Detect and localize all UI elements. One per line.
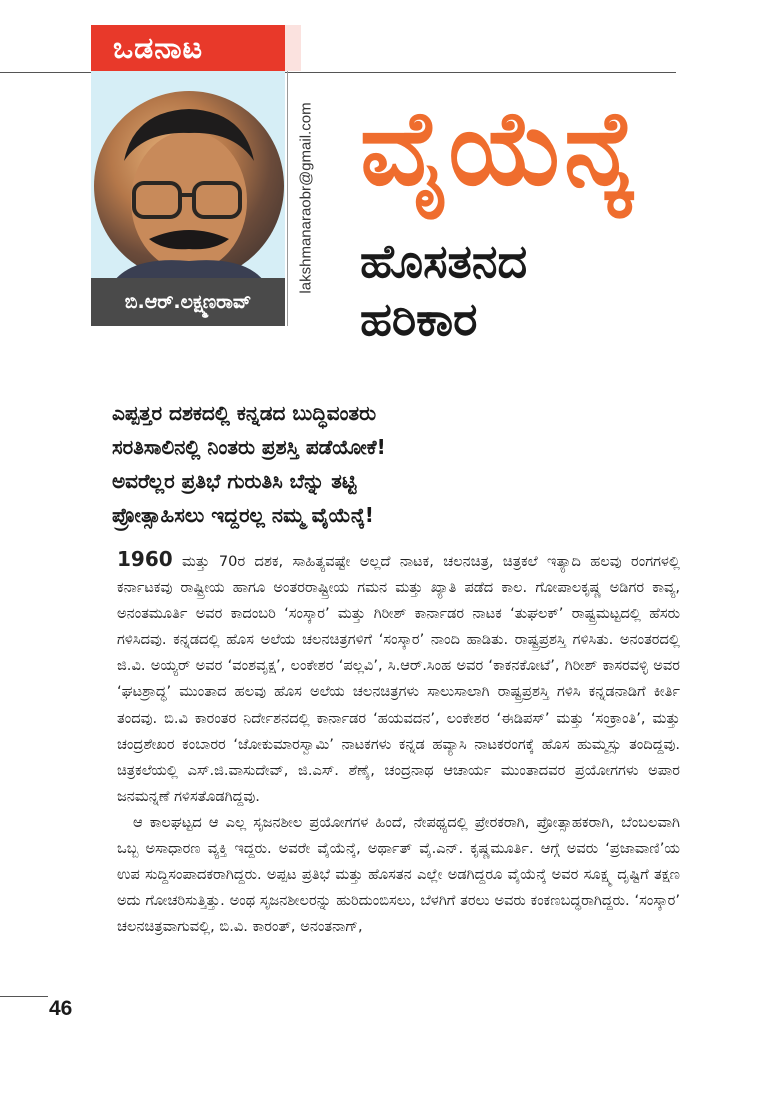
paragraph-1-text: ಮತ್ತು 70ರ ದಶಕ, ಸಾಹಿತ್ಯವಷ್ಟೇ ಅಲ್ಲದೆ ನಾಟಕ, ಚಲನಚಿತ್ರ, ಚಿತ್ರಕಲೆ ಇತ್ಯಾದಿ ಹಲವು ರಂಗಗಳಲ್ಲಿ ಕರ್ನಾಟಕವು ರಾಷ್ಟ್ರೀಯ ಹಾಗೂ ಅಂತರರಾಷ್ಟ್ರೀಯ ಗಮನ ಮತ್ತು ಖ್ಯಾತಿ ಪಡೆದ ಕಾಲ. ಗೋಪಾಲಕೃಷ್ಣ ಅಡಿಗರ ಕಾವ್ಯ, ಅನಂತಮೂರ್ತಿ ಅವರ ಕಾದಂಬರಿ ‘ಸಂಸ್ಕಾರ’ ಮತ್ತು ಗಿರೀಶ್ ಕಾರ್ನಾಡರ ನಾಟಕ ‘ತುಘಲಕ್’ ರಾಷ್ಟ್ರಮಟ್ಟದಲ್ಲಿ ಹೆಸರು ಗಳಿಸಿದವು. ಕನ್ನಡದಲ್ಲಿ ಹೊಸ ಅಲೆಯ ಚಲನಚಿತ್ರಗಳಿಗೆ ‘ಸಂಸ್ಕಾರ’ ನಾಂದಿ ಹಾಡಿತು. ರಾಷ್ಟ್ರಪ್ರಶಸ್ತಿ ಗಳಿಸಿತು. ಅನಂತರದಲ್ಲಿ ಜಿ.ವಿ. ಅಯ್ಯರ್ ಅವರ ‘ವಂಶವೃಕ್ಷ’, ಲಂಕೇಶರ ‘ಪಲ್ಲವಿ’, ಸಿ.ಆರ್.ಸಿಂಹ ಅವರ ‘ಕಾಕನಕೋಟೆ’, ಗಿರೀಶ್ ಕಾಸರವಳ್ಳಿ ಅವರ ‘ಘಟಶ್ರಾದ್ಧ’ ಮುಂತಾದ ಹಲವು ಹೊಸ ಅಲೆಯ ಚಲನಚಿತ್ರಗಳು ಸಾಲುಸಾಲಾಗಿ ರಾಷ್ಟ್ರಪ್ರಶಸ್ತಿ ಗಳಿಸಿ ಕನ್ನಡನಾಡಿಗೆ ಕೀರ್ತಿ ತಂದವು. ಬಿ.ವಿ ಕಾರಂತರ ನಿರ್ದೇಶನದಲ್ಲಿ ಕಾರ್ನಾಡರ ‘ಹಯವದನ’, ಲಂಕೇಶರ ‘ಈಡಿಪಸ್’ ಮತ್ತು ‘ಸಂಕ್ರಾಂತಿ’, ಮತ್ತು ಚಂದ್ರಶೇಖರ ಕಂಬಾರರ ‘ಜೋಕುಮಾರಸ್ವಾಮಿ’ ನಾಟಕಗಳು ಕನ್ನಡ ಹವ್ಯಾಸಿ ನಾಟಕರಂಗಕ್ಕೆ ಹೊಸ ಹುಮ್ಮಸ್ಸು ತಂದಿದ್ದವು. ಚಿತ್ರಕಲೆಯಲ್ಲಿ ಎಸ್.ಜಿ.ವಾಸುದೇವ್, ಜಿ.ಎಸ್. ಶೆಣೈ, ಚಂದ್ರನಾಥ ಆಚಾರ್ಯ ಮುಂತಾದವರ ಪ್ರಯೋಗಗಳು ಅಪಾರ ಜನಮನ್ನಣೆ ಗಳಿಸತೊಡಗಿದ್ದವು. [117,553,680,805]
poem-line: ಸರತಿಸಾಲಿನಲ್ಲಿ ನಿಂತರು ಪ್ರಶಸ್ತಿ ಪಡೆಯೋಕೆ! [112,435,386,459]
author-portrait-panel [91,71,285,278]
author-email: lakshmanaraobr@gmail.com [297,102,315,294]
subtitle-line-1: ಹೊಸತನದ [360,234,528,288]
intro-poem [112,396,672,532]
poem-line: ಎಪ್ಪತ್ತರ ದಶಕದಲ್ಲಿ ಕನ್ನಡದ ಬುದ್ಧಿವಂತರು [112,401,377,425]
poem-line: ಪ್ರೋತ್ಸಾಹಿಸಲು ಇದ್ದರಲ್ಲ ನಮ್ಮ ವೈಯೆನ್ಕೆ! [112,503,374,527]
poem-line: ಅವರೆಲ್ಲರ ಪ್ರತಿಭೆ ಗುರುತಿಸಿ ಬೆನ್ನು ತಟ್ಟಿ [112,469,357,493]
subtitle-line-2: ಹರಿಕಾರ [360,292,478,346]
page-number-rule [0,996,48,997]
author-byline: ಬಿ.ಆರ್.ಲಕ್ಷ್ಮಣರಾವ್ [91,278,285,326]
column-name-tag: ಒಡನಾಟ [91,25,285,71]
author-portrait [94,91,284,278]
page-number: 46 [49,997,73,1020]
article-paragraph-1 [117,546,680,810]
article-paragraph-2: ಆ ಕಾಲಘಟ್ಟದ ಆ ಎಲ್ಲ ಸೃಜನಶೀಲ ಪ್ರಯೋಗಗಳ ಹಿಂದೆ, ನೇಪಥ್ಯದಲ್ಲಿ ಪ್ರೇರಕರಾಗಿ, ಪ್ರೋತ್ಸಾಹಕರಾಗಿ, ಬೆಂಬಲವಾಗಿ ಒಬ್ಬ ಅಸಾಧಾರಣ ವ್ಯಕ್ತಿ ಇದ್ದರು. ಅವರೇ ವೈಯೆನ್ಕೆ, ಅರ್ಥಾತ್ ವೈ.ಎನ್. ಕೃಷ್ಣಮೂರ್ತಿ. ಆಗ್ಗೆ ಅವರು ‘ಪ್ರಜಾವಾಣಿ’ಯ ಉಪ ಸುದ್ದಿಸಂಪಾದಕರಾಗಿದ್ದರು. ಅಪ್ಪಟ ಪ್ರತಿಭೆ ಮತ್ತು ಹೊಸತನ ಎಲ್ಲೇ ಅಡಗಿದ್ದರೂ ವೈಯೆನ್ಕೆ ಅವರ ಸೂಕ್ಷ್ಮ ದೃಷ್ಟಿಗೆ ತಕ್ಷಣ ಅದು ಗೋಚರಿಸುತ್ತಿತ್ತು. ಅಂಥ ಸೃಜನಶೀಲರನ್ನು ಹುರಿದುಂಬಿಸಲು, ಬೆಳಗಿಗೆ ತರಲು ಅವರು ಕಂಕಣಬದ್ಧರಾಗಿದ್ದರು. ‘ಸಂಸ್ಕಾರ’ ಚಲನಚಿತ್ರವಾಗುವಲ್ಲಿ, ಬಿ.ವಿ. ಕಾರಂತ್, ಅನಂತನಾಗ್, [117,813,680,936]
headline-subtitle [360,232,527,348]
article-body [117,546,680,940]
tag-notch [285,25,301,71]
headline-title: ವೈಯೆನ್ಕೆ [360,87,636,209]
dropcap-year: 1960 [117,547,173,571]
